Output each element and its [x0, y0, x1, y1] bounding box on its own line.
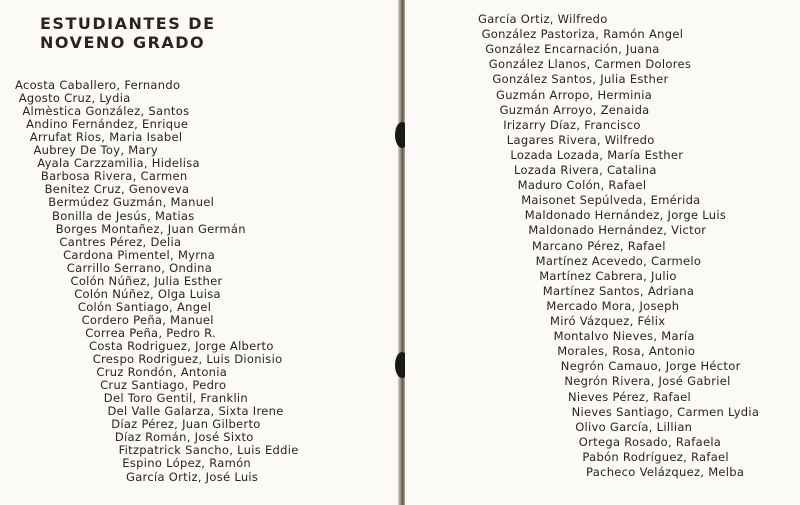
name-entry: González Encarnación, Juana — [485, 42, 660, 57]
name-entry: Cantres Pérez, Delia — [59, 234, 182, 249]
name-entry: Maldonado Hernández, Jorge Luis — [524, 208, 727, 223]
name-entry: Arrufat Rios, Maria Isabel — [29, 130, 183, 145]
name-entry: Espino López, Ramón — [122, 456, 252, 471]
name-entry: Almèstica González, Santos — [22, 104, 190, 119]
name-entry: Irizarry Díaz, Francisco — [503, 117, 641, 132]
name-entry: Maduro Colón, Rafael — [517, 178, 647, 193]
name-entry: Martínez Santos, Adriana — [542, 283, 695, 298]
name-entry: Díaz Román, José Sixto — [114, 430, 254, 445]
name-entry: Lozada Lozada, María Esther — [510, 147, 684, 162]
name-entry: Mercado Mora, Joseph — [546, 298, 680, 313]
name-entry: Negrón Camauo, Jorge Héctor — [560, 359, 741, 374]
name-entry: Bonilla de Jesús, Matias — [52, 208, 195, 223]
name-entry: Crespo Rodriguez, Luis Dionisio — [92, 352, 283, 367]
name-entry: Maldonado Hernández, Victor — [528, 223, 707, 238]
name-entry: Maisonet Sepúlveda, Emérida — [521, 193, 701, 208]
name-entry: Correa Peña, Pedro R. — [85, 325, 216, 340]
name-entry: Ortega Rosado, Rafaela — [578, 434, 722, 449]
right-name-list — [405, 0, 800, 505]
name-entry: Acosta Caballero, Fernando — [15, 78, 181, 92]
name-entry: Cruz Santiago, Pedro — [100, 378, 227, 393]
name-entry: Bermúdez Guzmán, Manuel — [48, 195, 215, 210]
name-entry: González Santos, Julia Esther — [492, 72, 669, 87]
name-entry: Costa Rodriguez, Jorge Alberto — [89, 339, 274, 353]
name-entry: Colón Núñez, Julia Esther — [70, 273, 223, 288]
name-entry: Díaz Pérez, Juan Gilberto — [111, 417, 261, 432]
name-entry: Martínez Acevedo, Carmelo — [535, 253, 702, 268]
name-entry: González Llanos, Carmen Dolores — [488, 57, 692, 72]
name-entry: Cardona Pimentel, Myrna — [63, 247, 216, 262]
name-entry: Colón Núñez, Olga Luisa — [74, 286, 221, 301]
name-entry: Andino Fernández, Enrique — [26, 117, 189, 132]
name-entry: Borges Montañez, Juan Germán — [55, 221, 246, 236]
name-entry: Del Toro Gentil, Franklin — [103, 391, 249, 406]
name-entry: Ayala Carzzamilia, Hidelisa — [37, 156, 200, 171]
name-entry: González Pastoriza, Ramón Angel — [481, 27, 684, 42]
name-entry: Lagares Rivera, Wilfredo — [506, 132, 655, 147]
name-entry: Colón Santiago, Angel — [77, 299, 212, 314]
name-entry: Miró Vázquez, Félix — [550, 314, 666, 328]
name-entry: Del Valle Galarza, Sixta Irene — [107, 404, 284, 419]
name-entry: Guzmán Arroyo, Zenaida — [499, 102, 650, 117]
name-entry: Carrillo Serrano, Ondina — [66, 260, 213, 275]
name-entry: Negrón Rivera, José Gabriel — [564, 374, 731, 389]
name-entry: Cruz Rondón, Antonia — [96, 365, 228, 380]
name-entry: Cordero Peña, Manuel — [81, 312, 214, 327]
name-entry: Lozada Rivera, Catalina — [514, 163, 657, 177]
name-entry: García Ortiz, Wilfredo — [478, 12, 608, 26]
name-entry: Fitzpatrick Sancho, Luis Eddie — [118, 443, 299, 458]
right-page — [405, 0, 800, 505]
name-entry: Agosto Cruz, Lydia — [18, 91, 131, 106]
title-line-1: ESTUDIANTES DE — [40, 14, 216, 33]
name-entry: Morales, Rosa, Antonio — [557, 344, 696, 359]
name-entry: Martínez Cabrera, Julio — [539, 268, 677, 283]
name-entry: Nieves Pérez, Rafael — [568, 389, 692, 404]
name-entry: Montalvo Nieves, María — [553, 329, 695, 344]
name-entry: Aubrey De Toy, Mary — [33, 143, 158, 158]
name-entry: Barbosa Rivera, Carmen — [40, 169, 188, 184]
name-entry: Benitez Cruz, Genoveva — [44, 182, 190, 197]
name-entry: Pabón Rodríguez, Rafael — [582, 449, 729, 464]
name-entry: Pacheco Velázquez, Melba — [586, 465, 745, 479]
name-entry: Marcano Pérez, Rafael — [532, 238, 666, 253]
title-line-2: NOVENO GRADO — [40, 33, 206, 52]
name-entry: Nieves Santiago, Carmen Lydia — [571, 404, 760, 419]
name-entry: García Ortiz, José Luis — [126, 469, 259, 484]
name-entry: Olivo García, Lillian — [575, 419, 693, 434]
name-entry: Guzmán Arropo, Herminia — [496, 87, 653, 102]
